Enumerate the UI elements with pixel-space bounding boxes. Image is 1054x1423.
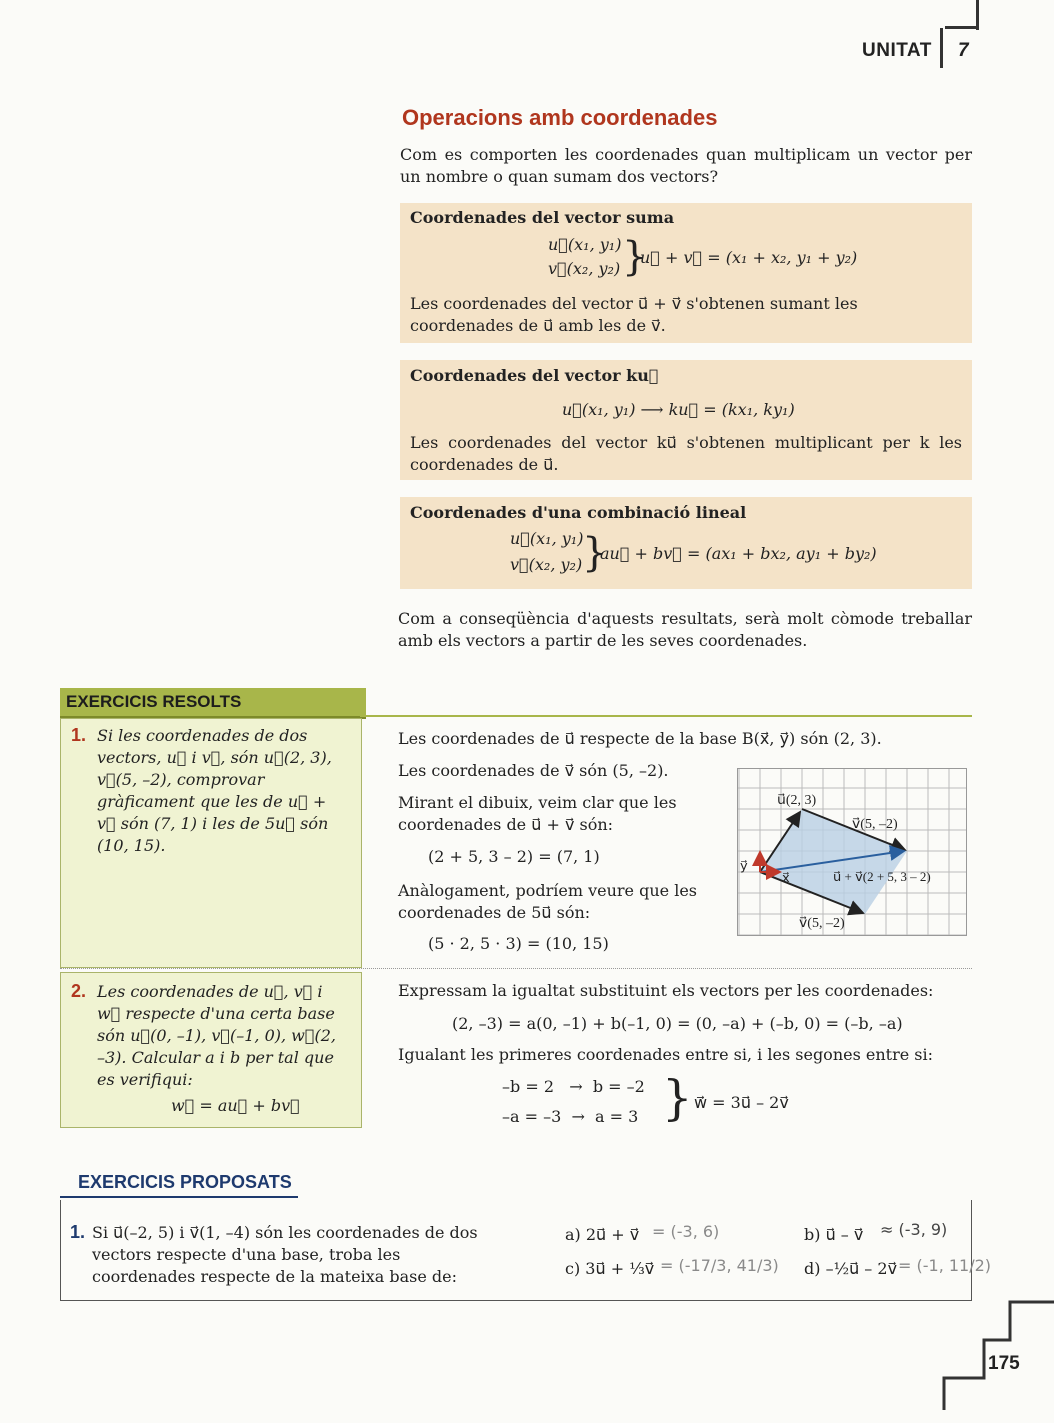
system-eq-2: –a = –3 → a = 3 (502, 1107, 639, 1126)
handwritten-answer-d: = (-1, 11/2) (898, 1256, 992, 1275)
box-scalar (400, 360, 972, 480)
solution-line: Mirant el dibuix, veim clar que les coordenades de u⃗ + v⃗ són: (398, 793, 677, 834)
box-heading: Coordenades del vector ku⃗ (410, 366, 659, 385)
corner-line (945, 26, 979, 29)
brace-icon: } (582, 530, 608, 576)
formula-v: v⃗(x₂, y₂) (548, 259, 621, 278)
brace-icon: } (622, 234, 648, 280)
solution-line: Les coordenades de u⃗ respecte de la base B(x⃗, y⃗) són (2, 3). (398, 729, 882, 748)
divider (360, 715, 972, 717)
proposats-heading: EXERCICIS PROPOSATS (78, 1172, 292, 1192)
unit-number: 7 (958, 40, 969, 61)
item-d: d) –½u⃗ – 2v⃗ (804, 1259, 898, 1278)
solution-line: Igualant les primeres coordenades entre si, i les segones entre si: (398, 1045, 934, 1064)
item-c: c) 3u⃗ + ⅓v⃗ (565, 1259, 655, 1278)
formula-v: v⃗(x₂, y₂) (510, 555, 583, 574)
solution-line: Les coordenades de v⃗ són (5, –2). (398, 761, 669, 780)
formula-linear-result: au⃗ + bv⃗ = (ax₁ + bx₂, ay₁ + by₂) (600, 544, 877, 563)
solution-line: Anàlogament, podríem veure que les coordenades de 5u⃗ són: (398, 881, 697, 922)
exercise-2-statement-box (60, 972, 362, 1128)
resolts-heading: EXERCICIS RESOLTS (60, 688, 366, 719)
box-vector-sum (400, 203, 972, 343)
corner-line (940, 28, 943, 68)
conclusion-text: Com a conseqüència d'aquests resultats, serà molt còmode treballar amb els vectors a partir de les seves coordenades. (398, 609, 972, 650)
label-sum: u⃗ + v⃗(2 + 5, 3 – 2) (833, 869, 931, 884)
exercise-statement: Si u⃗(–2, 5) i v⃗(1, –4) són les coordenades de dos vectors respecte d'una base, troba les coordenades respecte de la mateixa base de: (92, 1223, 478, 1286)
label-v-top: v⃗(5, –2) (852, 817, 898, 832)
formula-u: u⃗(x₁, y₁) (510, 529, 584, 548)
label-x: x⃗ (782, 870, 790, 885)
box-linear-combination (400, 497, 972, 589)
solution-line: Expressam la igualtat substituint els vectors per les coordenades: (398, 981, 934, 1000)
exercise-statement: Si les coordenades de dos vectors, u⃗ i v⃗, són u⃗(2, 3), v⃗(5, –2), comprovar gràficament que les de u⃗ + v⃗ són (7, 1) i les de 5u⃗ són (10, 15). (97, 726, 332, 855)
section-title: Operacions amb coordenades (402, 105, 718, 130)
divider (60, 968, 972, 969)
box-text: Les coordenades del vector ku⃗ s'obtenen multiplicant per k les coordenades de u⃗. (410, 433, 962, 474)
box-heading: Coordenades d'una combinació lineal (410, 503, 747, 522)
solution-calc: (5 · 2, 5 · 3) = (10, 15) (428, 934, 609, 953)
box-heading: Coordenades del vector suma (410, 208, 675, 227)
brace-icon: } (662, 1070, 693, 1126)
label-u: u⃗(2, 3) (777, 793, 817, 808)
formula-u: u⃗(x₁, y₁) (548, 235, 622, 254)
vector-grid-figure (737, 768, 967, 936)
item-b: b) u⃗ – v⃗ (804, 1225, 864, 1244)
exercise-number: 2. (71, 981, 87, 1001)
unit-label: UNITAT (862, 40, 932, 61)
exercise-2-result: w⃗ = 3u⃗ – 2v⃗ (694, 1093, 789, 1112)
system-eq-1: –b = 2 → b = –2 (502, 1077, 645, 1096)
exercise-number: 1. (71, 725, 87, 745)
exercise-equation: w⃗ = au⃗ + bv⃗ (171, 1096, 300, 1115)
handwritten-answer-a: = (-3, 6) (652, 1222, 720, 1241)
exercise-statement: Les coordenades de u⃗, v⃗ i w⃗ respecte d'una certa base són u⃗(0, –1), v⃗(–1, 0), w⃗(2, –3). Calcular a i b per tal que es verifiqui: (97, 982, 336, 1089)
item-a: a) 2u⃗ + v⃗ (565, 1225, 640, 1244)
formula-sum-result: u⃗ + v⃗ = (x₁ + x₂, y₁ + y₂) (640, 248, 858, 267)
box-text: Les coordenades del vector u⃗ + v⃗ s'obtenen sumant les coordenades de u⃗ amb les de v⃗. (410, 294, 858, 335)
exercise-number: 1. (70, 1222, 86, 1242)
divider (60, 1196, 298, 1198)
solution-calc: (2, –3) = a(0, –1) + b(–1, 0) = (0, –a) + (–b, 0) = (–b, –a) (452, 1014, 903, 1033)
intro-text: Com es comporten les coordenades quan multiplicam un vector per un nombre o quan sumam dos vectors? (400, 145, 972, 186)
solution-calc: (2 + 5, 3 – 2) = (7, 1) (428, 847, 600, 866)
formula-scalar: u⃗(x₁, y₁) ⟶ ku⃗ = (kx₁, ky₁) (562, 400, 795, 419)
exercise-1-statement-box (60, 718, 362, 968)
handwritten-answer-b: ≈ (-3, 9) (880, 1220, 948, 1239)
page-number: 175 (988, 1353, 1020, 1374)
label-y: y⃗ (740, 858, 748, 873)
label-v-bottom: v⃗(5, –2) (799, 916, 845, 931)
handwritten-answer-c: = (-17/3, 41/3) (660, 1256, 779, 1275)
